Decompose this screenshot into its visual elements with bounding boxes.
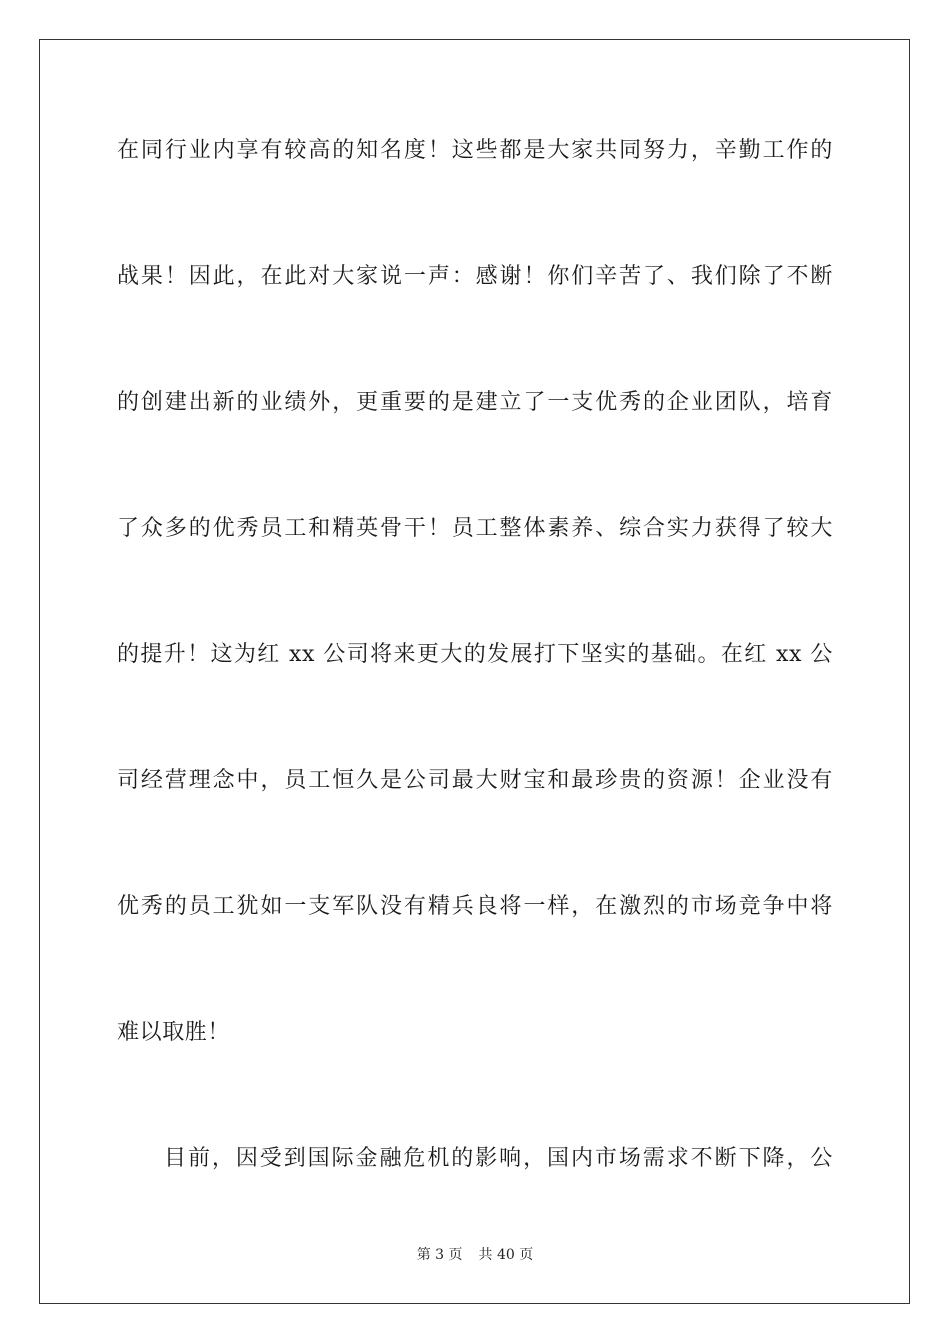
text-line-1: 在同行业内享有较高的知名度！这些都是大家共同努力，辛勤工作的 (117, 138, 833, 163)
page-footer (0, 1245, 950, 1265)
text-line-8: 难以取胜！ (117, 1020, 231, 1045)
text-line-7: 优秀的员工犹如一支军队没有精兵良将一样，在激烈的市场竞争中将 (117, 894, 833, 919)
text-line-6: 司经营理念中，员工恒久是公司最大财宝和最珍贵的资源！企业没有 (117, 768, 833, 793)
text-line-5: 的提升！这为红 xx 公司将来更大的发展打下坚实的基础。在红 xx 公 (117, 642, 833, 667)
text-line-2: 战果！因此，在此对大家说一声：感谢！你们辛苦了、我们除了不断 (117, 264, 833, 289)
text-line-4: 了众多的优秀员工和精英骨干！员工整体素养、综合实力获得了较大 (117, 516, 833, 541)
text-line-3: 的创建出新的业绩外，更重要的是建立了一支优秀的企业团队，培育 (117, 390, 833, 415)
document-body (117, 126, 833, 1260)
paragraph-start-line: 目前，因受到国际金融危机的影响，国内市场需求不断下降，公 (164, 1146, 833, 1171)
page-total: 共 40 页 (478, 1247, 534, 1263)
page-number: 第 3 页 (416, 1247, 463, 1263)
